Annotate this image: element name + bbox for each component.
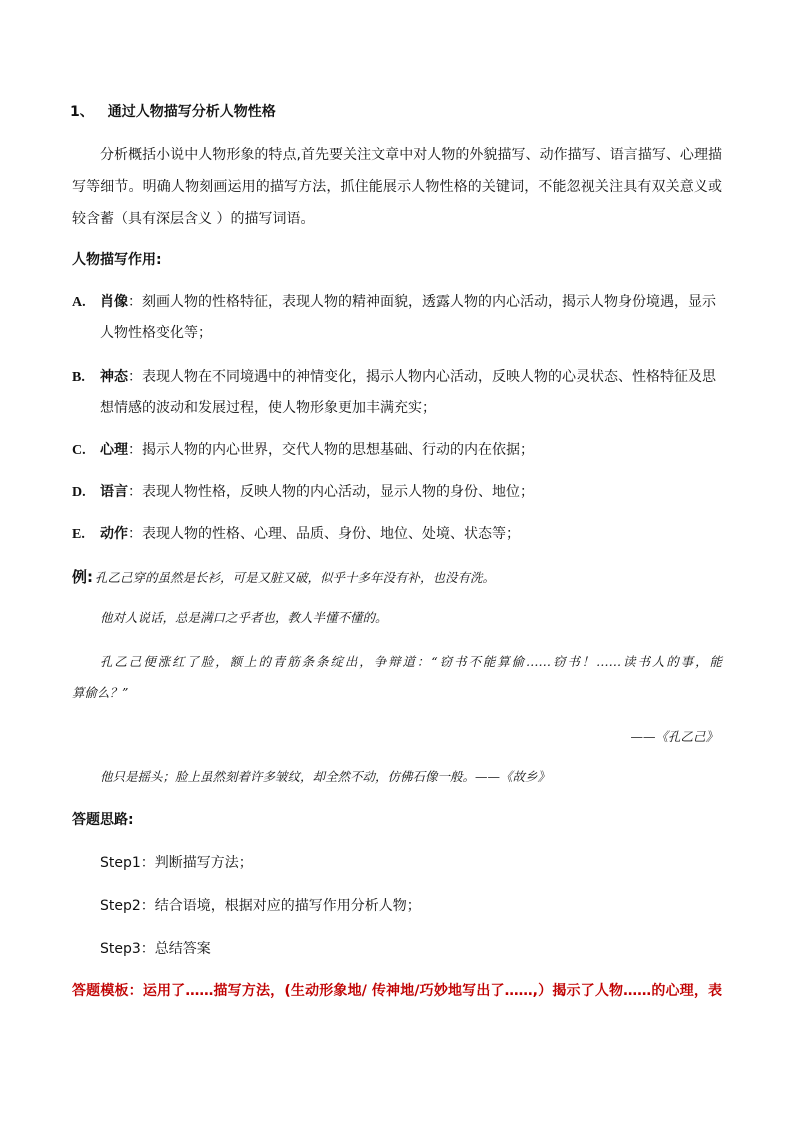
answer-heading: 答题思路:: [72, 812, 134, 828]
item-letter: B.: [72, 370, 85, 385]
answer-template: 答题模板：运用了……描写方法，(生动形象地/ 传神地/巧妙地写出了……,）揭示了人物……的心理，表: [72, 983, 722, 999]
item-term: 心理: [100, 442, 128, 458]
example-text: 孔乙己穿的虽然是长衫，可是又脏又破，似乎十多年没有补，也没有洗。: [95, 570, 496, 585]
example-line-3-cont: 算偷么？”: [72, 685, 129, 700]
item-term: 语言: [100, 484, 128, 500]
example-source-1: ——《孔乙己》: [630, 729, 718, 744]
example-label: 例:: [72, 568, 93, 586]
item-letter: E.: [72, 527, 85, 542]
section-heading: [70, 102, 276, 122]
example-line-3: 孔乙己便涨红了脸，额上的青筋条条绽出，争辩道：“窃书不能算偷……窃书！……读书人的事，能: [100, 654, 722, 669]
effects-heading: 人物描写作用:: [72, 252, 162, 268]
answer-step-2: Step2：结合语境，根据对应的描写作用分析人物；: [100, 898, 421, 914]
intro-line-3: 较含蓄（具有深层含义 ）的描写词语。: [72, 211, 315, 227]
effect-item-e: [72, 524, 520, 545]
effect-item-a: [72, 292, 722, 313]
item-text: ：刻画人物的性格特征，表现人物的精神面貌，透露人物的内心活动，揭示人物身份境遇，显示: [128, 294, 716, 310]
effect-item-b: [72, 367, 722, 388]
section-title: 通过人物描写分析人物性格: [107, 104, 276, 120]
item-text: ：揭示人物的内心世界，交代人物的思想基础、行动的内在依据；: [128, 442, 534, 458]
effect-item-a-cont: 人物性格变化等；: [100, 325, 212, 341]
item-text: ：表现人物性格，反映人物的内心活动，显示人物的身份、地位；: [128, 484, 534, 500]
section-number: 1、: [70, 104, 94, 120]
example-line-1: [72, 567, 495, 588]
effect-item-c: [72, 440, 534, 461]
item-term: 动作: [100, 526, 128, 542]
item-text: ：表现人物的性格、心理、品质、身份、地位、处境、状态等；: [128, 526, 520, 542]
intro-line-1: 分析概括小说中人物形象的特点,首先要关注文章中对人物的外貌描写、动作描写、语言描写、心理描: [100, 147, 722, 163]
intro-line-2: 写等细节。明确人物刻画运用的描写方法，抓住能展示人物性格的关键词，不能忽视关注具有双关意义或: [72, 179, 722, 195]
item-letter: C.: [72, 443, 86, 458]
effect-item-b-cont: 想情感的波动和发展过程，使人物形象更加丰满充实；: [100, 400, 436, 416]
answer-step-3: Step3：总结答案: [100, 941, 211, 957]
item-text: ：表现人物在不同境遇中的神情变化，揭示人物内心活动，反映人物的心灵状态、性格特征及思: [128, 369, 716, 385]
item-letter: A.: [72, 295, 86, 310]
example-line-2: 他对人说话，总是满口之乎者也，教人半懂不懂的。: [100, 610, 388, 625]
item-letter: D.: [72, 485, 86, 500]
example-line-4: 他只是摇头；脸上虽然刻着许多皱纹，却全然不动，仿佛石像一般。——《故乡》: [100, 769, 551, 784]
effect-item-d: [72, 482, 534, 503]
item-term: 肖像: [100, 294, 128, 310]
item-term: 神态: [100, 369, 128, 385]
answer-step-1: Step1：判断描写方法；: [100, 855, 253, 871]
